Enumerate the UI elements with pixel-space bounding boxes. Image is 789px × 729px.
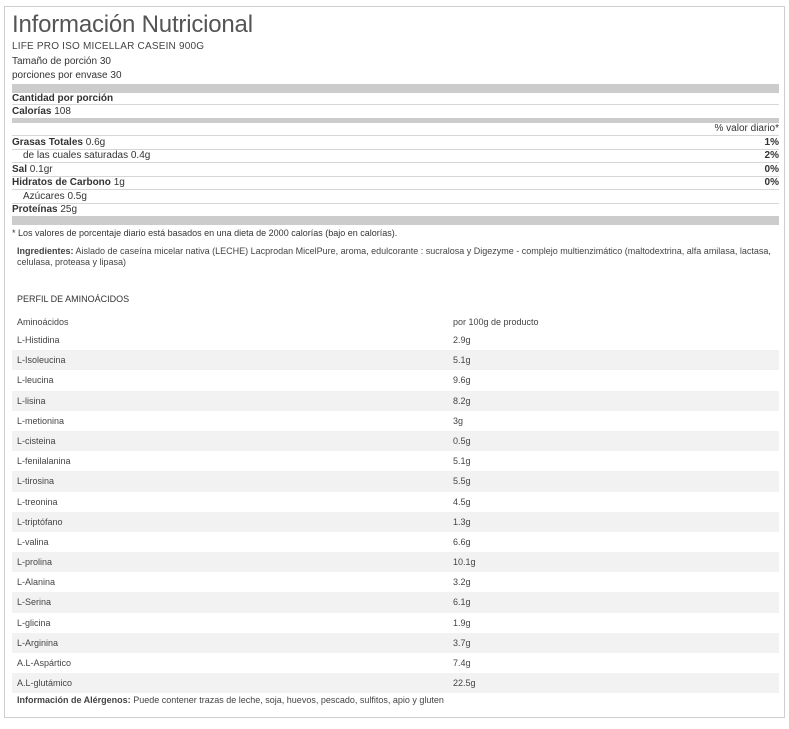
amino-name: L-valina [17,536,49,547]
table-row [12,330,779,350]
amino-name: L-metionina [17,415,65,426]
allergen-info [17,695,444,705]
nutrient-pct: 0% [764,164,779,175]
amino-value: 5.1g [453,456,471,467]
amino-name: L-Serina [17,597,52,608]
amino-value: 3.2g [453,577,471,588]
table-row [12,411,779,431]
table-row [12,613,779,633]
amino-name: A.L-Aspártico [17,658,72,668]
product-name: LIFE PRO ISO MICELLAR CASEIN 900G [12,41,205,52]
amino-name: L-triptófano [17,516,63,527]
amino-value: 5.5g [453,476,471,487]
amino-value: 4.5g [453,496,471,507]
amino-value: 1.3g [453,516,471,527]
amino-value: 3g [453,415,464,426]
table-row [12,350,779,370]
amino-profile-title: PERFIL DE AMINOÁCIDOS [17,294,130,304]
amino-value: 6.1g [453,597,471,608]
page-title: Información Nutricional [12,11,253,38]
amino-col-value: por 100g de producto [453,317,539,327]
table-row [12,492,779,512]
daily-value-footnote: * Los valores de porcentaje diario está basados en una dieta de 2000 calorías (bajo en calorías). [12,228,398,238]
serving-size: Tamaño de porción 30 [12,56,111,67]
table-row [12,391,779,411]
table-row [12,673,779,693]
amino-value: 3.7g [453,637,471,648]
amino-value: 1.9g [453,617,471,628]
amino-name: L-fenilalanina [17,456,71,467]
amino-name: L-lisina [17,395,46,406]
amino-table [12,330,779,693]
table-row [12,532,779,552]
nutrient-amount: 1g [113,177,125,188]
allergen-text: Puede contener trazas de leche, soja, huevos, pescado, sulfitos, apio y gluten [133,695,444,705]
nutrition-panel [4,6,785,718]
table-row [12,633,779,653]
amino-name: L-leucina [17,375,54,386]
table-row [12,512,779,532]
nutrient-pct: 2% [764,150,779,161]
nutrient-amount: 0.1gr [29,164,53,175]
nutrient-amount: 0.4g [130,150,151,161]
daily-value-header-row [12,122,779,135]
amino-name: A.L-glutámico [17,678,73,689]
nutrient-amount: 0.5g [67,191,87,202]
table-row [12,552,779,572]
amino-value: 0.5g [453,435,471,446]
ingredients-text: Aislado de caseína micelar nativa (LECHE) Lacprodan MicelPure, aroma, edulcorante : sucralosa y Digezyme - complejo multienzimático (maltodextrina, alfa amilasa, lactasa, celulasa, proteasa y lipasa) [17,246,771,267]
amino-name: L-glicina [17,617,51,628]
calories-label: Calorías [12,106,52,117]
amino-name: L-tirosina [17,476,55,487]
amino-name: L-Arginina [17,637,59,648]
table-row [12,431,779,451]
nutrient-label: Proteínas [12,204,58,215]
amino-value: 9.6g [453,375,471,386]
nutrient-pct: 1% [764,137,779,148]
table-row [12,471,779,491]
amino-name: L-Alanina [17,577,56,588]
amino-value: 5.1g [453,355,471,366]
amino-value: 22.5g [453,678,476,689]
table-row [12,653,779,673]
nutrient-row-carbohydrates [12,176,779,189]
table-row [12,572,779,592]
table-row [12,451,779,471]
nutrient-label: de las cuales saturadas [23,150,129,161]
amino-name: L-treonina [17,496,58,507]
amino-name: L-Isoleucina [17,355,66,366]
nutrient-amount: 0.6g [85,137,106,148]
nutrient-row-total-fat [12,136,779,149]
section-bar [12,216,779,225]
nutrient-label: Hidratos de Carbono [12,177,111,188]
ingredients-label: Ingredientes: [17,246,74,256]
allergen-label: Información de Alérgenos: [17,695,131,705]
nutrient-row-sugars [12,190,779,203]
amino-col-name: Aminoácidos [17,317,69,327]
amino-value: 2.9g [453,335,471,345]
nutrient-row-saturated-fat [12,149,779,162]
amino-value: 8.2g [453,395,471,406]
amount-per-serving-label: Cantidad por porción [12,93,114,104]
daily-value-header: % valor diario* [714,123,779,134]
nutrient-amount: 25g [60,204,78,215]
nutrient-label: Azúcares [23,191,65,202]
ingredients [17,246,777,268]
table-row [12,592,779,612]
nutrient-pct: 0% [764,177,779,188]
nutrient-row-salt [12,163,779,176]
table-row [12,370,779,390]
amino-value: 10.1g [453,557,476,568]
servings-per-container: porciones por envase 30 [12,70,122,81]
amino-name: L-cisteina [17,435,56,446]
nutrient-label: Sal [12,164,28,175]
amino-value: 6.6g [453,536,471,547]
amino-name: L-Histidina [17,335,60,345]
calories-row [12,105,779,118]
amino-name: L-prolina [17,557,53,568]
nutrient-label: Grasas Totales [12,137,83,148]
amino-table-header [17,312,779,332]
calories-value: 108 [54,106,71,117]
nutrient-row-protein [12,203,779,216]
amino-value: 7.4g [453,658,471,668]
